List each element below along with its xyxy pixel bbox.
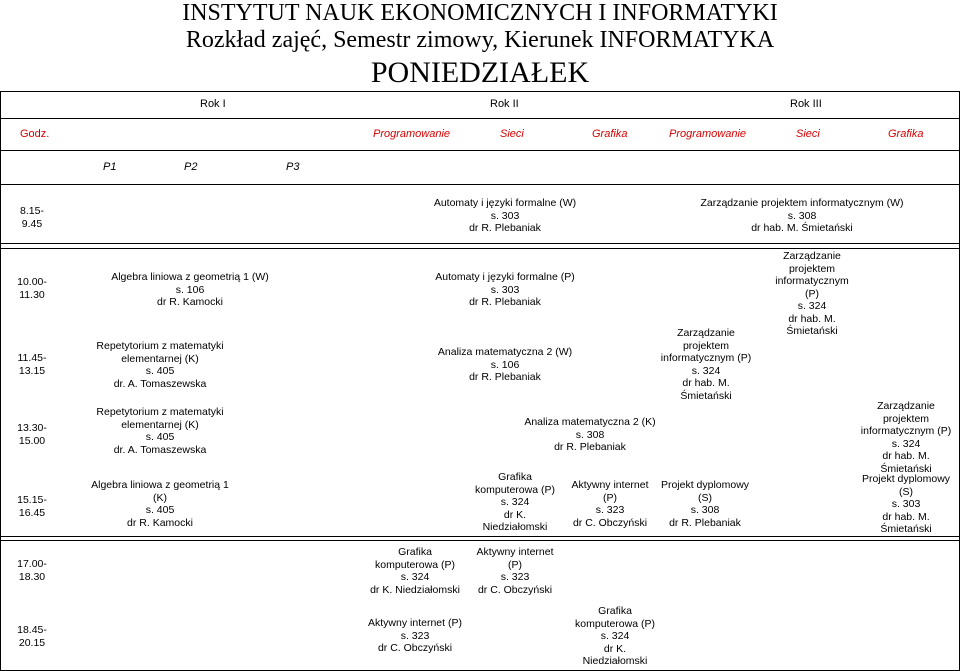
- class-grafika-komputerowa-2: Grafika komputerowa (P) s. 324 dr K. Niedziałomski: [370, 546, 460, 596]
- class-algebra-cwiczenia: Algebra liniowa z geometrią 1 (K) s. 405 dr R. Kamocki: [91, 479, 229, 529]
- grid-line: [0, 91, 1, 671]
- group-header-p1: P1: [103, 161, 117, 173]
- time-slot: 8.15- 9.45: [20, 205, 44, 230]
- time-slot: 11.45- 13.15: [17, 352, 47, 377]
- class-grafika-komputerowa-1: Grafika komputerowa (P) s. 324 dr K. Niedziałomski: [475, 471, 555, 533]
- group-header-p3: P3: [286, 161, 300, 173]
- schedule-subtitle: Rozkład zajęć, Semestr zimowy, Kierunek INFORMATYKA: [185, 27, 775, 53]
- time-slot: 17.00- 18.30: [17, 558, 47, 583]
- grid-line: [0, 184, 960, 185]
- year-1-header: Rok I: [200, 98, 226, 110]
- class-aktywny-internet-2: Aktywny internet (P) s. 323 dr C. Obczyński: [476, 546, 554, 596]
- class-algebra-wyklad: Algebra liniowa z geometrią 1 (W) s. 106 dr R. Kamocki: [111, 271, 269, 308]
- spec-header-sieci-3: Sieci: [796, 128, 820, 140]
- class-aktywny-internet-1: Aktywny internet (P) s. 323 dr C. Obczyński: [571, 479, 649, 529]
- class-grafika-komputerowa-3: Grafika komputerowa (P) s. 324 dr K. Niedziałomski: [575, 605, 655, 667]
- class-analiza-wyklad: Analiza matematyczna 2 (W) s. 106 dr R. Plebaniak: [437, 346, 573, 383]
- year-3-header: Rok III: [790, 98, 822, 110]
- class-zarzadzanie-projekt-1: Zarządzanie projektem informatycznym (P) s. 324 dr hab. M. Śmietański: [775, 250, 849, 337]
- spec-header-sieci-2: Sieci: [500, 128, 524, 140]
- class-analiza-cwiczenia: Analiza matematyczna 2 (K) s. 308 dr R. Plebaniak: [524, 416, 656, 453]
- grid-line: [0, 248, 960, 249]
- grid-line: [0, 536, 960, 537]
- day-title: PONIEDZIAŁEK: [370, 56, 590, 89]
- time-slot: 13.30- 15.00: [17, 422, 47, 447]
- class-automaty-cwiczenia: Automaty i języki formalne (P) s. 303 dr R. Plebaniak: [435, 271, 575, 308]
- class-zarzadzanie-projekt-3: Zarządzanie projektem informatycznym (P) s. 324 dr hab. M. Śmietański: [860, 400, 952, 475]
- class-aktywny-internet-3: Aktywny internet (P) s. 323 dr C. Obczyński: [368, 617, 462, 654]
- time-slot: 10.00- 11.30: [17, 276, 47, 301]
- grid-line: [0, 91, 960, 92]
- class-projekt-dyplomowy-1: Projekt dyplomowy (S) s. 308 dr R. Plebaniak: [660, 479, 750, 529]
- class-zarzadzanie-wyklad: Zarządzanie projektem informatycznym (W) s. 308 dr hab. M. Śmietański: [700, 197, 904, 234]
- spec-header-grafika-3: Grafika: [888, 128, 924, 140]
- grid-line: [0, 243, 960, 244]
- time-slot: 15.15- 16.45: [17, 494, 47, 519]
- time-column-header: Godz.: [20, 128, 50, 140]
- spec-header-programowanie-2: Programowanie: [373, 128, 451, 140]
- class-zarzadzanie-projekt-2: Zarządzanie projektem informatycznym (P) s. 324 dr hab. M. Śmietański: [660, 327, 752, 402]
- class-projekt-dyplomowy-2: Projekt dyplomowy (S) s. 303 dr hab. M. Śmietański: [861, 473, 951, 535]
- spec-header-grafika-2: Grafika: [592, 128, 628, 140]
- grid-line: [0, 118, 960, 119]
- group-header-p2: P2: [184, 161, 198, 173]
- institute-title: INSTYTUT NAUK EKONOMICZNYCH I INFORMATYKI: [182, 0, 778, 26]
- class-repetytorium-2: Repetytorium z matematyki elementarnej (K) s. 405 dr. A. Tomaszewska: [96, 406, 224, 456]
- year-2-header: Rok II: [490, 98, 519, 110]
- grid-line: [0, 150, 960, 151]
- class-automaty-wyklad: Automaty i języki formalne (W) s. 303 dr R. Plebaniak: [433, 197, 577, 234]
- class-repetytorium-1: Repetytorium z matematyki elementarnej (K) s. 405 dr. A. Tomaszewska: [96, 340, 224, 390]
- time-slot: 18.45- 20.15: [17, 624, 47, 649]
- grid-line: [0, 540, 960, 541]
- spec-header-programowanie-3: Programowanie: [669, 128, 747, 140]
